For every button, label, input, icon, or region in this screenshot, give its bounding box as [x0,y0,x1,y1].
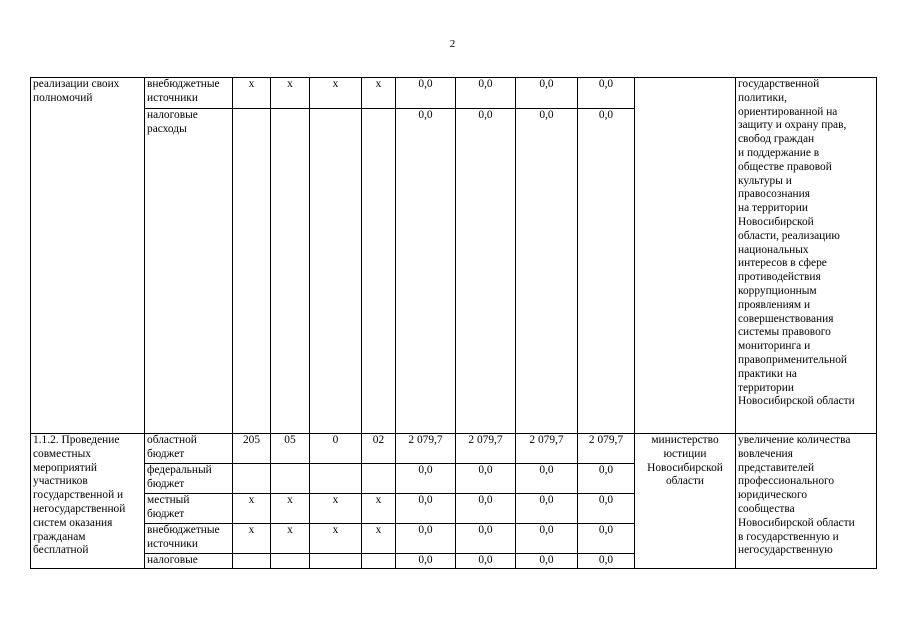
code-cell: 05 [271,434,310,464]
code-cell: х [233,494,271,524]
code-cell [233,464,271,494]
value-cell: 0,0 [456,78,516,109]
funding-source: федеральный бюджет [147,464,212,490]
code-cell: х [271,524,310,554]
funding-source: налоговые [147,554,198,566]
value-cell: 0,0 [578,78,635,109]
value-cell: 0,0 [578,464,635,494]
value-cell: 0,0 [456,494,516,524]
value-cell: 0,0 [578,494,635,524]
value-cell: 0,0 [456,524,516,554]
code-cell: х [310,78,362,109]
value-cell: 0,0 [516,524,578,554]
value-cell: 0,0 [456,109,516,434]
program-table [30,77,877,569]
code-cell: х [233,524,271,554]
value-cell: 0,0 [396,109,456,434]
code-cell [310,554,362,569]
value-cell: 0,0 [578,109,635,434]
page-number: 2 [449,38,456,50]
funding-source: внебюджетные источники [147,524,220,550]
code-cell: х [271,78,310,109]
code-cell: х [362,524,396,554]
expected-result: государственной политики, ориентированной на защиту и охрану прав, свобод граждан и поддержание в обществе правовой культуры и правосознания на территории Новосибирской области, реализацию национальных интересов в сфере противодействия коррупционным проявлениям и совершенствования системы правового мониторинга и правоприменительной практики на территории Новосибирской области [738,78,855,408]
code-cell [271,554,310,569]
value-cell: 2 079,7 [396,434,456,464]
source-cell [145,78,233,109]
table-row [31,434,877,464]
activity-name: реализации своих полномочий [33,78,120,104]
code-cell: х [233,78,271,109]
funding-source: областной бюджет [147,434,197,460]
value-cell: 0,0 [456,464,516,494]
code-cell: х [362,494,396,524]
activity-name-cell [31,78,145,434]
value-cell: 0,0 [396,524,456,554]
code-cell [271,109,310,434]
value-cell: 2 079,7 [456,434,516,464]
table-row [31,78,877,109]
source-cell [145,554,233,569]
code-cell [362,554,396,569]
expected-result: увеличение количества вовлечения представителей профессионального юридического сообщества Новосибирской области в государственную и негосударственную [738,434,855,557]
source-cell [145,109,233,434]
code-cell: х [362,78,396,109]
code-cell [310,464,362,494]
value-cell: 0,0 [578,524,635,554]
code-cell: х [310,494,362,524]
value-cell: 0,0 [516,78,578,109]
activity-name-cell [31,434,145,569]
value-cell: 2 079,7 [516,434,578,464]
code-cell: х [310,524,362,554]
value-cell: 0,0 [516,464,578,494]
result-cell [736,434,877,569]
code-cell [362,109,396,434]
result-cell [736,78,877,434]
value-cell: 0,0 [396,554,456,569]
activity-name: 1.1.2. Проведение совместных мероприятий участников государственной и негосударственной систем оказания гражданам бесплатной [33,434,126,557]
code-cell: 205 [233,434,271,464]
value-cell: 2 079,7 [578,434,635,464]
value-cell: 0,0 [396,464,456,494]
code-cell [233,554,271,569]
funding-source: внебюджетные источники [147,78,220,104]
value-cell: 0,0 [516,109,578,434]
value-cell: 0,0 [396,494,456,524]
value-cell: 0,0 [396,78,456,109]
value-cell: 0,0 [516,494,578,524]
source-cell [145,524,233,554]
value-cell: 0,0 [578,554,635,569]
funding-source: местный бюджет [147,494,190,520]
source-cell [145,434,233,464]
source-cell [145,494,233,524]
code-cell [362,464,396,494]
value-cell: 0,0 [456,554,516,569]
performer-cell [635,78,736,434]
performer-cell [635,434,736,569]
code-cell: х [271,494,310,524]
funding-source: налоговые расходы [147,109,198,135]
source-cell [145,464,233,494]
value-cell: 0,0 [516,554,578,569]
code-cell: 0 [310,434,362,464]
code-cell [233,109,271,434]
performer: министерство юстиции Новосибирской области [647,434,723,488]
code-cell: 02 [362,434,396,464]
code-cell [310,109,362,434]
code-cell [271,464,310,494]
